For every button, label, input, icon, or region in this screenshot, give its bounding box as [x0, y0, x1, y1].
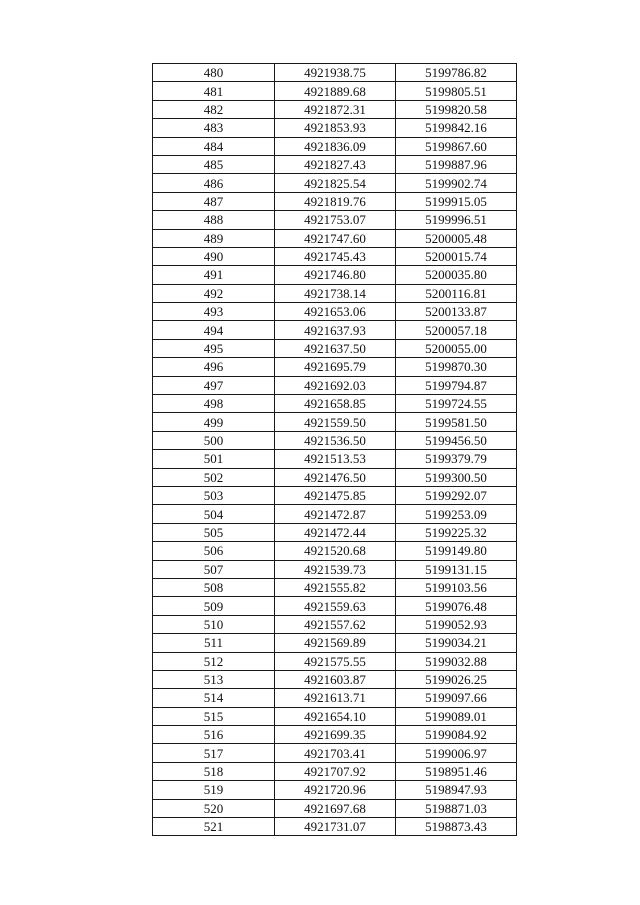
point-number-cell: 515: [153, 707, 275, 725]
point-number-cell: 483: [153, 119, 275, 137]
x-coordinate-cell: 4921520.68: [275, 542, 396, 560]
table-row: [153, 689, 517, 707]
table-row: [153, 137, 517, 155]
point-number-cell: 504: [153, 505, 275, 523]
table-row: [153, 634, 517, 652]
point-number-cell: 500: [153, 431, 275, 449]
x-coordinate-cell: 4921559.50: [275, 413, 396, 431]
table-row: [153, 247, 517, 265]
x-coordinate-cell: 4921707.92: [275, 762, 396, 780]
table-row: [153, 781, 517, 799]
table-row: [153, 303, 517, 321]
point-number-cell: 495: [153, 339, 275, 357]
x-coordinate-cell: 4921569.89: [275, 634, 396, 652]
table-row: [153, 413, 517, 431]
x-coordinate-cell: 4921697.68: [275, 799, 396, 817]
y-coordinate-cell: 5199842.16: [396, 119, 517, 137]
table-row: [153, 818, 517, 836]
x-coordinate-cell: 4921557.62: [275, 615, 396, 633]
x-coordinate-cell: 4921720.96: [275, 781, 396, 799]
table-row: [153, 486, 517, 504]
y-coordinate-cell: 5199084.92: [396, 726, 517, 744]
x-coordinate-cell: 4921836.09: [275, 137, 396, 155]
table-row: [153, 431, 517, 449]
y-coordinate-cell: 5200015.74: [396, 247, 517, 265]
table-row: [153, 100, 517, 118]
table-row: [153, 119, 517, 137]
y-coordinate-cell: 5199076.48: [396, 597, 517, 615]
y-coordinate-cell: 5199052.93: [396, 615, 517, 633]
y-coordinate-cell: 5199034.21: [396, 634, 517, 652]
y-coordinate-cell: 5199915.05: [396, 192, 517, 210]
x-coordinate-cell: 4921513.53: [275, 450, 396, 468]
point-number-cell: 486: [153, 174, 275, 192]
x-coordinate-cell: 4921472.44: [275, 523, 396, 541]
x-coordinate-cell: 4921695.79: [275, 358, 396, 376]
coordinates-table: [152, 63, 517, 836]
x-coordinate-cell: 4921555.82: [275, 578, 396, 596]
point-number-cell: 490: [153, 247, 275, 265]
x-coordinate-cell: 4921753.07: [275, 211, 396, 229]
y-coordinate-cell: 5199225.32: [396, 523, 517, 541]
point-number-cell: 502: [153, 468, 275, 486]
x-coordinate-cell: 4921745.43: [275, 247, 396, 265]
x-coordinate-cell: 4921692.03: [275, 376, 396, 394]
x-coordinate-cell: 4921613.71: [275, 689, 396, 707]
table-row: [153, 799, 517, 817]
point-number-cell: 489: [153, 229, 275, 247]
point-number-cell: 510: [153, 615, 275, 633]
table-row: [153, 542, 517, 560]
point-number-cell: 481: [153, 82, 275, 100]
point-number-cell: 488: [153, 211, 275, 229]
x-coordinate-cell: 4921472.87: [275, 505, 396, 523]
point-number-cell: 519: [153, 781, 275, 799]
point-number-cell: 506: [153, 542, 275, 560]
point-number-cell: 509: [153, 597, 275, 615]
point-number-cell: 496: [153, 358, 275, 376]
x-coordinate-cell: 4921654.10: [275, 707, 396, 725]
point-number-cell: 508: [153, 578, 275, 596]
y-coordinate-cell: 5199794.87: [396, 376, 517, 394]
point-number-cell: 521: [153, 818, 275, 836]
x-coordinate-cell: 4921853.93: [275, 119, 396, 137]
y-coordinate-cell: 5199724.55: [396, 395, 517, 413]
y-coordinate-cell: 5199870.30: [396, 358, 517, 376]
table-row: [153, 523, 517, 541]
point-number-cell: 518: [153, 762, 275, 780]
table-row: [153, 229, 517, 247]
y-coordinate-cell: 5200055.00: [396, 339, 517, 357]
y-coordinate-cell: 5198871.03: [396, 799, 517, 817]
table-row: [153, 505, 517, 523]
y-coordinate-cell: 5199805.51: [396, 82, 517, 100]
point-number-cell: 503: [153, 486, 275, 504]
x-coordinate-cell: 4921938.75: [275, 64, 396, 82]
point-number-cell: 498: [153, 395, 275, 413]
x-coordinate-cell: 4921699.35: [275, 726, 396, 744]
y-coordinate-cell: 5198873.43: [396, 818, 517, 836]
y-coordinate-cell: 5199581.50: [396, 413, 517, 431]
x-coordinate-cell: 4921603.87: [275, 670, 396, 688]
y-coordinate-cell: 5199786.82: [396, 64, 517, 82]
point-number-cell: 501: [153, 450, 275, 468]
point-number-cell: 511: [153, 634, 275, 652]
point-number-cell: 487: [153, 192, 275, 210]
table-row: [153, 560, 517, 578]
point-number-cell: 482: [153, 100, 275, 118]
y-coordinate-cell: 5199820.58: [396, 100, 517, 118]
coordinates-table-body: [153, 64, 517, 836]
table-row: [153, 174, 517, 192]
table-row: [153, 284, 517, 302]
y-coordinate-cell: 5199867.60: [396, 137, 517, 155]
x-coordinate-cell: 4921559.63: [275, 597, 396, 615]
point-number-cell: 497: [153, 376, 275, 394]
x-coordinate-cell: 4921653.06: [275, 303, 396, 321]
table-row: [153, 211, 517, 229]
x-coordinate-cell: 4921476.50: [275, 468, 396, 486]
x-coordinate-cell: 4921747.60: [275, 229, 396, 247]
y-coordinate-cell: 5199253.09: [396, 505, 517, 523]
y-coordinate-cell: 5199089.01: [396, 707, 517, 725]
point-number-cell: 516: [153, 726, 275, 744]
point-number-cell: 493: [153, 303, 275, 321]
x-coordinate-cell: 4921746.80: [275, 266, 396, 284]
table-row: [153, 395, 517, 413]
table-row: [153, 670, 517, 688]
point-number-cell: 512: [153, 652, 275, 670]
point-number-cell: 484: [153, 137, 275, 155]
x-coordinate-cell: 4921703.41: [275, 744, 396, 762]
point-number-cell: 514: [153, 689, 275, 707]
table-row: [153, 707, 517, 725]
point-number-cell: 517: [153, 744, 275, 762]
table-row: [153, 358, 517, 376]
y-coordinate-cell: 5199097.66: [396, 689, 517, 707]
x-coordinate-cell: 4921475.85: [275, 486, 396, 504]
x-coordinate-cell: 4921539.73: [275, 560, 396, 578]
y-coordinate-cell: 5199131.15: [396, 560, 517, 578]
table-row: [153, 192, 517, 210]
table-row: [153, 597, 517, 615]
x-coordinate-cell: 4921637.50: [275, 339, 396, 357]
table-row: [153, 468, 517, 486]
table-row: [153, 578, 517, 596]
table-row: [153, 744, 517, 762]
table-row: [153, 652, 517, 670]
table-row: [153, 376, 517, 394]
x-coordinate-cell: 4921731.07: [275, 818, 396, 836]
point-number-cell: 492: [153, 284, 275, 302]
y-coordinate-cell: 5199456.50: [396, 431, 517, 449]
x-coordinate-cell: 4921889.68: [275, 82, 396, 100]
y-coordinate-cell: 5200005.48: [396, 229, 517, 247]
point-number-cell: 499: [153, 413, 275, 431]
y-coordinate-cell: 5200057.18: [396, 321, 517, 339]
point-number-cell: 480: [153, 64, 275, 82]
y-coordinate-cell: 5199026.25: [396, 670, 517, 688]
table-row: [153, 615, 517, 633]
point-number-cell: 491: [153, 266, 275, 284]
y-coordinate-cell: 5199996.51: [396, 211, 517, 229]
table-row: [153, 339, 517, 357]
y-coordinate-cell: 5199902.74: [396, 174, 517, 192]
x-coordinate-cell: 4921827.43: [275, 155, 396, 173]
y-coordinate-cell: 5200116.81: [396, 284, 517, 302]
y-coordinate-cell: 5198947.93: [396, 781, 517, 799]
x-coordinate-cell: 4921658.85: [275, 395, 396, 413]
point-number-cell: 494: [153, 321, 275, 339]
table-row: [153, 762, 517, 780]
y-coordinate-cell: 5199032.88: [396, 652, 517, 670]
x-coordinate-cell: 4921825.54: [275, 174, 396, 192]
y-coordinate-cell: 5199103.56: [396, 578, 517, 596]
table-row: [153, 82, 517, 100]
table-row: [153, 450, 517, 468]
x-coordinate-cell: 4921536.50: [275, 431, 396, 449]
y-coordinate-cell: 5199006.97: [396, 744, 517, 762]
x-coordinate-cell: 4921819.76: [275, 192, 396, 210]
table-row: [153, 321, 517, 339]
y-coordinate-cell: 5199887.96: [396, 155, 517, 173]
x-coordinate-cell: 4921738.14: [275, 284, 396, 302]
y-coordinate-cell: 5199300.50: [396, 468, 517, 486]
x-coordinate-cell: 4921872.31: [275, 100, 396, 118]
x-coordinate-cell: 4921575.55: [275, 652, 396, 670]
table-row: [153, 155, 517, 173]
x-coordinate-cell: 4921637.93: [275, 321, 396, 339]
point-number-cell: 505: [153, 523, 275, 541]
point-number-cell: 520: [153, 799, 275, 817]
y-coordinate-cell: 5199292.07: [396, 486, 517, 504]
point-number-cell: 485: [153, 155, 275, 173]
table-row: [153, 266, 517, 284]
point-number-cell: 513: [153, 670, 275, 688]
table-row: [153, 64, 517, 82]
y-coordinate-cell: 5199149.80: [396, 542, 517, 560]
y-coordinate-cell: 5199379.79: [396, 450, 517, 468]
y-coordinate-cell: 5200133.87: [396, 303, 517, 321]
table-row: [153, 726, 517, 744]
point-number-cell: 507: [153, 560, 275, 578]
y-coordinate-cell: 5198951.46: [396, 762, 517, 780]
y-coordinate-cell: 5200035.80: [396, 266, 517, 284]
